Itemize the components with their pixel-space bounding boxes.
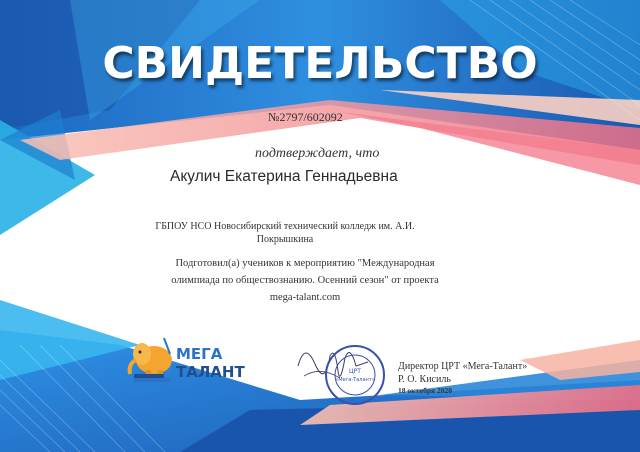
svg-text:ЦРТ: ЦРТ: [349, 368, 361, 375]
stamp-seal-icon: [323, 343, 387, 407]
confirm-text: подтверждает, что: [255, 146, 380, 161]
recipient-name: Акулич Екатерина Геннадьевна: [170, 168, 398, 185]
description-line: Подготовил(а) учеников к мероприятию "Международная: [175, 258, 435, 269]
logo-text-mega: МЕГА: [176, 345, 223, 363]
signature-name: Р. О. Кисиль: [398, 374, 451, 385]
issue-date: 18 октября 2020: [398, 386, 452, 395]
certificate-title: СВИДЕТЕЛЬСТВО: [102, 38, 538, 89]
organization-name: ГБПОУ НСО Новосибирский технический колледж им. А.И. Покрышкина: [155, 221, 415, 245]
svg-text:«Мега-Талант»: «Мега-Талант»: [335, 377, 375, 383]
signature-title: Директор ЦРТ «Мега-Талант»: [398, 361, 528, 372]
logo-text-talant: ТАЛАНТ: [176, 363, 245, 381]
description-line: mega-talant.com: [269, 292, 341, 303]
signature-block: [398, 360, 527, 386]
description: [120, 255, 490, 306]
certificate-number: №2797/602092: [268, 110, 343, 124]
description-line: олимпиада по обществознанию. Осенний сезон" от проекта: [171, 275, 439, 286]
